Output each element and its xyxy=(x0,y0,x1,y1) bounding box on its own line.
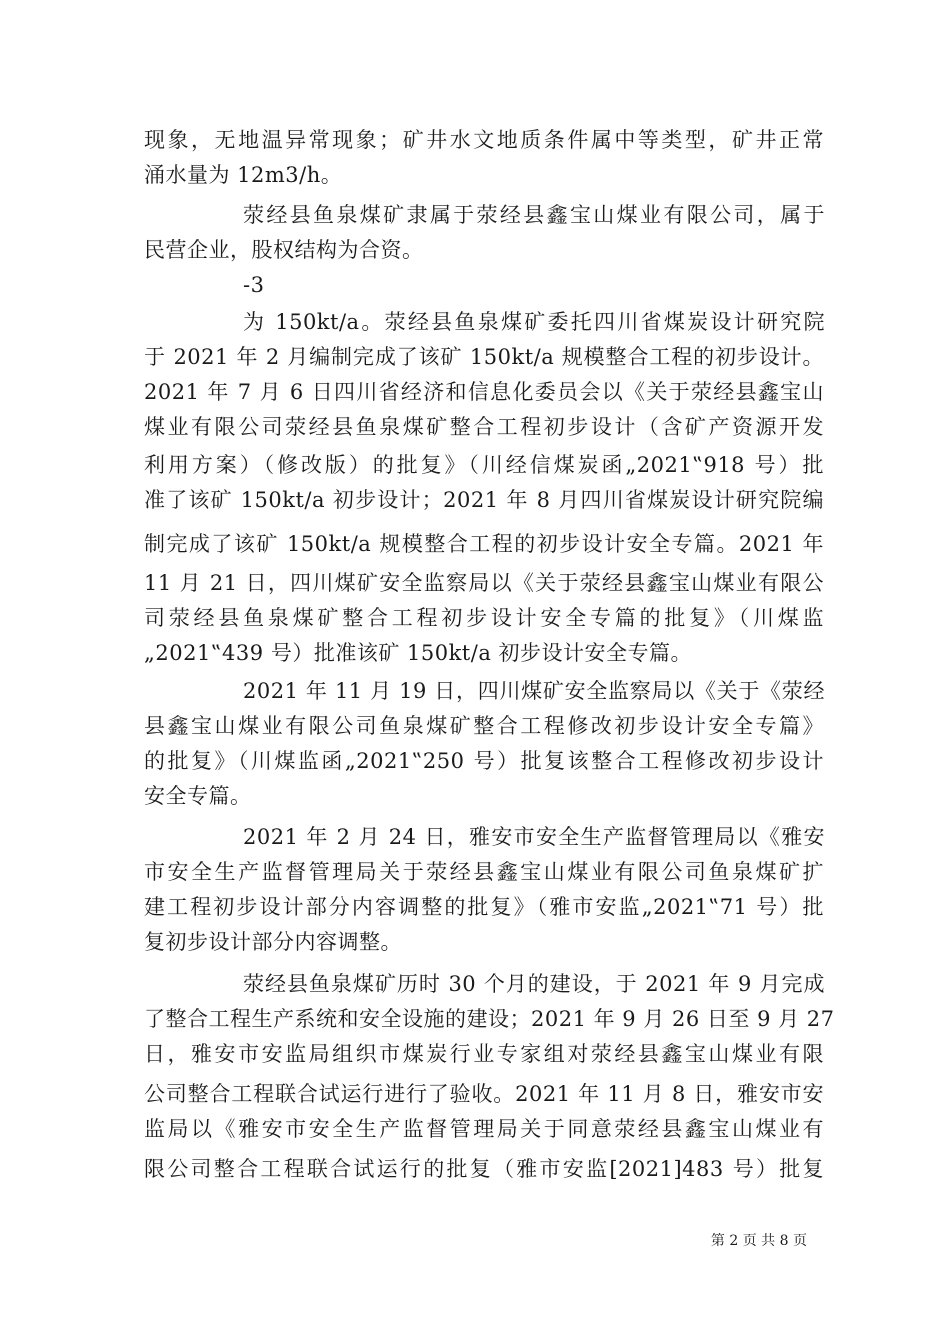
text-line: 荥经县鱼泉煤矿历时 30 个月的建设，于 2021 年 9 月完成 xyxy=(243,972,825,996)
text-line: 日，雅安市安监局组织市煤炭行业专家组对荥经县鑫宝山煤业有限 xyxy=(144,1042,824,1066)
text-line: 安全专篇。 xyxy=(144,784,252,808)
text-line: 2021 年 11 月 19 日，四川煤矿安全监察局以《关于《荥经 xyxy=(243,679,825,703)
text-line: 2021 年 7 月 6 日四川省经济和信息化委员会以《关于荥经县鑫宝山 xyxy=(144,380,824,404)
text-line: 11 月 21 日，四川煤矿安全监察局以《关于荥经县鑫宝山煤业有限公 xyxy=(144,571,824,595)
text-line: 限公司整合工程联合试运行的批复（雅市安监[2021]483 号）批复 xyxy=(144,1157,824,1181)
text-line: 复初步设计部分内容调整。 xyxy=(144,930,402,954)
text-line: 了整合工程生产系统和安全设施的建设；2021 年 9 月 26 日至 9 月 27 xyxy=(144,1007,835,1031)
text-line: 监局以《雅安市安全生产监督管理局关于同意荥经县鑫宝山煤业有 xyxy=(144,1117,824,1141)
text-line: 准了该矿 150kt/a 初步设计；2021 年 8 月四川省煤炭设计研究院编 xyxy=(144,488,824,512)
page-marker: -3 xyxy=(243,273,265,297)
text-line: 于 2021 年 2 月编制完成了该矿 150kt/a 规模整合工程的初步设计。 xyxy=(144,345,824,369)
text-line: 民营企业，股权结构为合资。 xyxy=(144,238,424,262)
text-line: 2021 年 2 月 24 日，雅安市安全生产监督管理局以《雅安 xyxy=(243,825,825,849)
text-line: 现象，无地温异常现象；矿井水文地质条件属中等类型，矿井正常 xyxy=(144,128,824,152)
text-line: 煤业有限公司荥经县鱼泉煤矿整合工程初步设计（含矿产资源开发 xyxy=(144,415,824,439)
text-line: 涌水量为 12m3/h。 xyxy=(144,163,343,187)
text-line: 的批复》（川煤监函„2021‟250 号）批复该整合工程修改初步设计 xyxy=(144,749,824,773)
text-line: 建工程初步设计部分内容调整的批复》（雅市安监„2021‟71 号）批 xyxy=(144,895,824,919)
text-line: 利用方案）（修改版）的批复》（川经信煤炭函„2021‟918 号）批 xyxy=(144,453,824,477)
text-line: 市安全生产监督管理局关于荥经县鑫宝山煤业有限公司鱼泉煤矿扩 xyxy=(144,860,824,884)
text-line: 制完成了该矿 150kt/a 规模整合工程的初步设计安全专篇。2021 年 xyxy=(144,532,824,556)
page-footer: 第 2 页 共 8 页 xyxy=(710,1233,807,1249)
text-line: 荥经县鱼泉煤矿隶属于荥经县鑫宝山煤业有限公司，属于 xyxy=(243,203,825,227)
text-line: 县鑫宝山煤业有限公司鱼泉煤矿整合工程修改初步设计安全专篇》 xyxy=(144,714,824,738)
text-line: 司荥经县鱼泉煤矿整合工程初步设计安全专篇的批复》（川煤监 xyxy=(144,606,824,630)
text-line: „2021‟439 号）批准该矿 150kt/a 初步设计安全专篇。 xyxy=(144,641,693,665)
text-line: 公司整合工程联合试运行进行了验收。2021 年 11 月 8 日，雅安市安 xyxy=(144,1082,824,1106)
text-line: 为 150kt/a。荥经县鱼泉煤矿委托四川省煤炭设计研究院 xyxy=(243,310,825,334)
